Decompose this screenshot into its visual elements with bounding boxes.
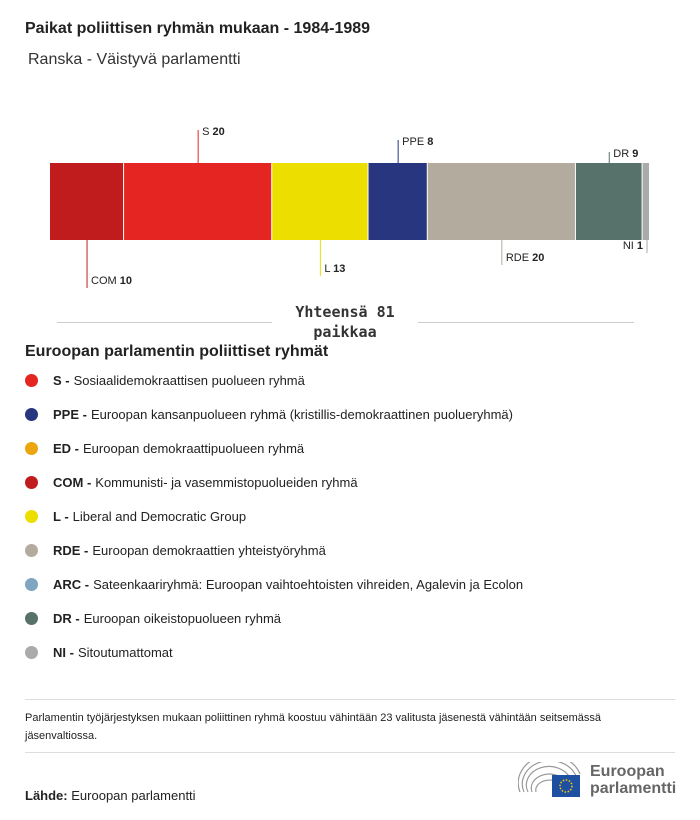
legend-swatch [25,578,38,591]
label-value: 9 [632,148,639,160]
bar-segment-com [50,163,123,240]
logo-text-line1: Euroopan [590,763,665,780]
stacked-bar-chart [0,120,700,300]
label-value: 1 [636,240,643,252]
bar-segment-ppe [369,163,427,240]
parliament-hemicycle-icon [518,762,582,798]
legend-label: Euroopan demokraattipuolueen ryhmä [83,441,305,456]
legend-label: Kommunisti- ja vasemmistopuolueiden ryhmä [95,475,358,490]
label-category: PPE [402,136,428,148]
legend-item [25,441,304,456]
legend-swatch [25,408,38,421]
legend-abbr: PPE - [53,407,87,422]
bar-segment-s [124,163,271,240]
label-category: L [324,263,334,275]
label-category: DR [613,148,633,160]
bar-segment-rde [428,163,575,240]
legend-label: Euroopan oikeistopuolueen ryhmä [83,611,282,626]
legend-swatch [25,374,38,387]
label-dr [613,148,638,160]
divider-right [418,322,634,323]
legend-title: Euroopan parlamentin poliittiset ryhmät [25,343,329,360]
ep-logo [518,762,676,798]
legend-swatch [25,442,38,455]
legend-swatch [25,612,38,625]
bar-segment-l [272,163,367,240]
bar-segment-dr [576,163,642,240]
label-category: S [202,126,213,138]
legend-item [25,645,173,660]
footnote: Parlamentin työjärjestyksen mukaan poliittinen ryhmä koostuu vähintään 23 valitusta jäsenestä vähintään seitsemässä jäsenvaltiossa. [25,712,601,742]
label-ni [623,240,643,252]
legend-abbr: S - [53,373,70,388]
legend-label: Sitoutumattomat [77,645,173,660]
total-seats-label: Yhteensä 81 paikkaa [295,303,395,341]
logo-text-line2: parlamentti [590,780,677,797]
label-ppe [402,136,433,148]
chart-title: Paikat poliittisen ryhmän mukaan - 1984-1989 [25,20,371,37]
legend-item [25,577,523,592]
legend-item [25,407,513,422]
label-s [202,126,225,138]
legend-abbr: DR - [53,611,80,626]
legend-label: Sateenkaariryhmä: Euroopan vaihtoehtoisten vihreiden, Agalevin ja Ecolon [93,577,524,592]
label-category: NI [622,240,637,252]
legend-swatch [25,510,38,523]
label-l [324,263,345,275]
label-com [91,275,132,287]
legend-item [25,611,281,626]
legend-swatch [25,646,38,659]
legend-label: Sosiaalidemokraattisen puolueen ryhmä [73,373,305,388]
source-value: Euroopan parlamentti [71,788,196,803]
legend-swatch [25,544,38,557]
source [25,788,196,803]
label-value: 13 [333,263,346,275]
label-value: 20 [532,252,545,264]
legend-abbr: ARC - [53,577,90,592]
label-value: 20 [212,126,225,138]
chart-subtitle: Ranska - Väistyvä parlamentti [28,51,241,68]
legend-abbr: RDE - [53,543,89,558]
legend-abbr: COM - [53,475,92,490]
source-label: Lähde: [25,788,68,803]
legend-label: Euroopan demokraattien yhteistyöryhmä [92,543,326,558]
label-rde [506,252,545,264]
divider [25,699,675,700]
legend-item [25,509,246,524]
bar-segment-ni [643,163,649,240]
divider [25,752,675,753]
legend-label: Euroopan kansanpuolueen ryhmä (kristillis-demokraattinen puolueryhmä) [90,407,513,422]
label-value: 10 [119,275,133,287]
legend-item [25,543,326,558]
divider-left [57,322,272,323]
label-value: 8 [427,136,434,148]
label-category: COM [91,275,120,287]
legend-item [25,475,358,490]
legend-swatch [25,476,38,489]
legend-abbr: L - [53,509,69,524]
label-category: RDE [505,252,533,264]
legend-abbr: ED - [53,441,79,456]
legend-item [25,373,305,388]
legend-label: Liberal and Democratic Group [72,509,247,524]
legend-abbr: NI - [53,645,74,660]
